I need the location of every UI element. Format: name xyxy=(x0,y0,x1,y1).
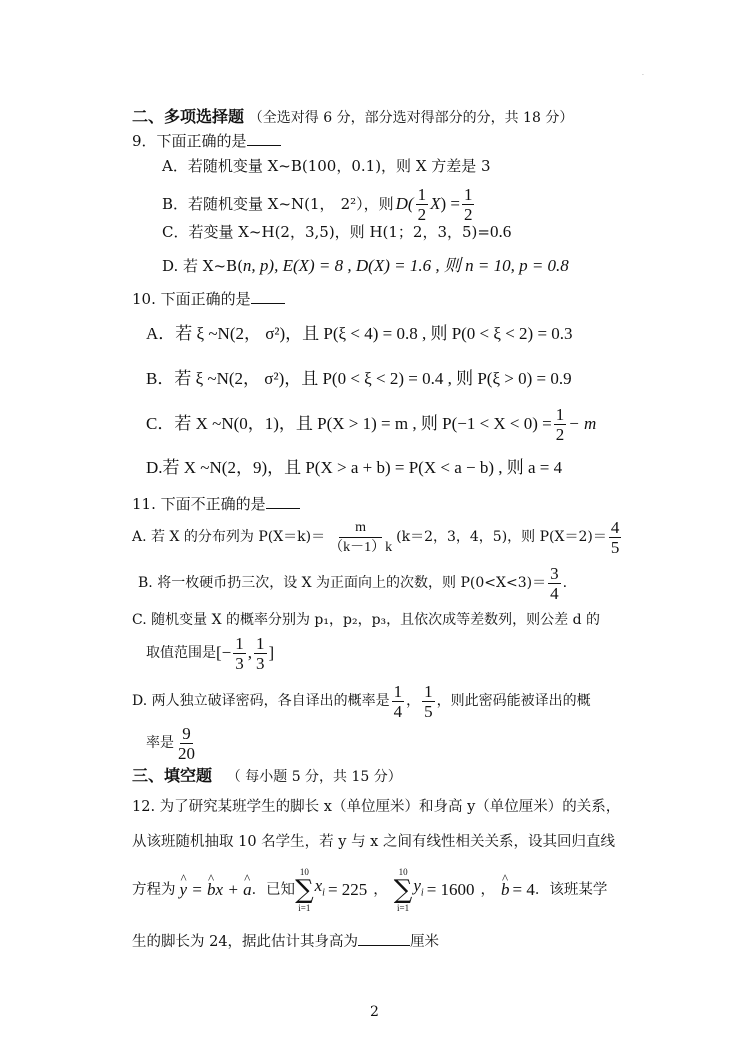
fraction-p2 xyxy=(422,682,435,721)
sum-lower: i=1 xyxy=(397,903,410,913)
fraction-distribution xyxy=(327,518,394,557)
b-value: = 4 xyxy=(512,880,535,899)
option-text: A．若 ξ ~N(2， σ²)，且 P(ξ < 4) = 0.8 , 则 P(0 < ξ < 2) = 0.3 xyxy=(146,324,573,343)
numerator: 9 xyxy=(182,723,191,743)
numerator: 4 xyxy=(610,517,620,537)
sum-y xyxy=(394,866,413,914)
denominator: 5 xyxy=(610,537,620,557)
q9-option-c xyxy=(162,222,511,242)
question-11-stem xyxy=(132,494,300,514)
question-text: ．已知 xyxy=(251,882,296,898)
option-text: (k＝2，3，4，5)，则 P(X＝2)＝ xyxy=(396,529,607,545)
denominator: 4 xyxy=(550,583,559,603)
fraction-half xyxy=(554,405,567,444)
q11-option-b xyxy=(138,562,567,604)
option-text: D.若 X ~N(2，9)，且 P(X > a + b) = P(X < a − b) , 则 a = 4 xyxy=(146,458,563,477)
answer-blank xyxy=(251,289,285,304)
sum-x-value: = 225 xyxy=(327,880,368,899)
sum-y-value: = 1600 xyxy=(426,880,475,899)
fraction-half xyxy=(462,185,475,224)
question-10-stem xyxy=(132,289,285,309)
question-text: 11. 下面不正确的是 xyxy=(132,495,266,513)
option-text: A. 若 X 的分布列为 P(X＝k)＝ xyxy=(132,529,326,545)
math-d: D( xyxy=(395,194,414,213)
answer-blank xyxy=(266,494,300,509)
fraction-answer xyxy=(609,518,622,557)
numerator: 1 xyxy=(555,404,565,424)
sigma-icon: ∑ xyxy=(393,875,413,905)
regression-equation: ^ y = ^ bx + ^ a xyxy=(180,880,252,900)
section-title: 二、多项选择题 xyxy=(132,107,245,126)
numerator: m xyxy=(339,518,382,538)
section-note: （全选对得 6 分，部分选对得部分的分，共 18 分） xyxy=(248,110,574,126)
numerator: 1 xyxy=(256,633,265,653)
denominator: 20 xyxy=(178,743,195,763)
numerator: 1 xyxy=(463,184,473,204)
q11-option-a xyxy=(132,516,623,558)
question-text: 10. 下面正确的是 xyxy=(132,290,251,308)
q11-option-d-line2 xyxy=(146,722,199,764)
page-number: 2 xyxy=(370,1004,379,1020)
math-eq: ) = xyxy=(440,194,460,213)
sum-lower: i=1 xyxy=(298,903,311,913)
fraction-answer xyxy=(176,724,197,763)
comma: , xyxy=(247,643,252,662)
question-text: ．该班某学 xyxy=(534,882,608,898)
q9-option-d xyxy=(162,256,569,276)
question-text: 生的脚长为 24，据此估计其身高为 xyxy=(132,934,359,950)
numerator: 3 xyxy=(550,563,559,583)
fraction-range-high xyxy=(254,634,267,673)
option-text: C．若变量 X~H(2，3,5)，则 H(1；2，3，5)= xyxy=(162,223,490,241)
section-title: 三、填空题 xyxy=(132,766,213,785)
denominator: 3 xyxy=(256,653,265,673)
math-x: X xyxy=(430,194,441,213)
fraction-half xyxy=(416,185,429,224)
option-math: − m xyxy=(568,414,597,433)
question-text: 厘米 xyxy=(410,934,440,950)
numerator: 1 xyxy=(417,184,427,204)
q11-option-c-line2 xyxy=(146,632,274,674)
math-yi: $y_i$ xyxy=(413,876,424,899)
option-text: ，则此密码能被译出的概 xyxy=(436,693,591,709)
option-text: . xyxy=(562,575,568,591)
section-heading xyxy=(132,766,402,787)
denominator: （k－1）k xyxy=(329,539,393,555)
numerator: 1 xyxy=(393,681,403,701)
q11-option-c-line1: C. 随机变量 X 的概率分别为 p₁，p₂，p₃，且依次成等差数列，则公差 d 的 xyxy=(132,612,601,628)
question-12-line2: 从该班随机抽取 10 名学生，若 y 与 x 之间有线性相关关系，设其回归直线 xyxy=(132,834,615,850)
sum-upper: 10 xyxy=(398,867,408,877)
option-text: B．若 ξ ~N(2， σ²)，且 P(0 < ξ < 2) = 0.4 , 则 P(ξ > 0) = 0.9 xyxy=(146,369,572,388)
q10-option-c xyxy=(146,404,596,444)
denominator: 2 xyxy=(463,204,473,224)
q10-option-a xyxy=(146,324,573,344)
bracket-open: [− xyxy=(216,643,232,662)
q9-option-a: A．若随机变量 X~B(100，0.1)，则 X 方差是 3 xyxy=(162,157,491,175)
option-text: D. 若 X~B( xyxy=(162,257,243,275)
sigma-icon: ∑ xyxy=(295,875,314,905)
option-value: 0.6 xyxy=(489,222,512,241)
comma: ， xyxy=(406,693,421,709)
option-text: B. 将一枚硬币扔三次，设 X 为正面向上的次数，则 P(0<X<3)＝ xyxy=(138,575,547,591)
option-math: n, p), E(X) = 8 , D(X) = 1.6 , 则 n = 10, p = 0.8 xyxy=(242,256,569,275)
answer-blank xyxy=(358,931,410,946)
math-xi: $x_i$ xyxy=(314,876,325,899)
numerator: 1 xyxy=(424,681,433,701)
option-text: 取值范围是 xyxy=(146,645,216,661)
denominator: 2 xyxy=(417,204,427,224)
scan-dot: · xyxy=(642,72,644,79)
numerator: 1 xyxy=(235,633,244,653)
q10-option-d xyxy=(146,458,562,478)
comma: ， xyxy=(373,882,388,898)
variance-value: 2² xyxy=(340,195,357,213)
option-text: 率是 xyxy=(146,735,174,751)
bracket-close: ] xyxy=(268,643,275,662)
denominator: 5 xyxy=(424,701,433,721)
answer-blank xyxy=(247,131,281,146)
fraction-range-low xyxy=(233,634,246,673)
question-12-line4 xyxy=(132,931,439,952)
option-text: B．若随机变量 X~N(1， xyxy=(162,195,335,213)
section-note: （ 每小题 5 分，共 15 分） xyxy=(226,769,402,785)
sum-upper: 10 xyxy=(299,867,309,877)
question-text: 9．下面正确的是 xyxy=(132,132,247,150)
option-text: D. 两人独立破译密码，各自译出的概率是 xyxy=(132,693,390,709)
option-text: C．若 X ~N(0，1)，且 P(X > 1) = m , 则 P(−1 < X < 0) = xyxy=(146,414,552,433)
option-text: ），则 xyxy=(356,195,394,213)
question-12-line1: 12. 为了研究某班学生的脚长 x（单位厘米）和身高 y（单位厘米）的关系， xyxy=(132,799,621,815)
math-b-hat: ^ b xyxy=(501,880,510,900)
denominator: 4 xyxy=(393,701,403,721)
fraction-p1 xyxy=(392,682,405,721)
sum-x xyxy=(295,866,314,914)
denominator: 3 xyxy=(235,653,244,673)
fraction-answer xyxy=(548,564,561,603)
q11-option-d-line1 xyxy=(132,680,591,722)
question-12-line3 xyxy=(132,868,607,912)
q10-option-b xyxy=(146,369,572,389)
denominator: 2 xyxy=(555,424,565,444)
question-9-stem xyxy=(132,131,281,151)
comma: ， xyxy=(480,882,496,898)
q9-option-b xyxy=(162,184,476,224)
section-heading xyxy=(132,107,573,128)
question-text: 方程为 xyxy=(132,882,176,898)
